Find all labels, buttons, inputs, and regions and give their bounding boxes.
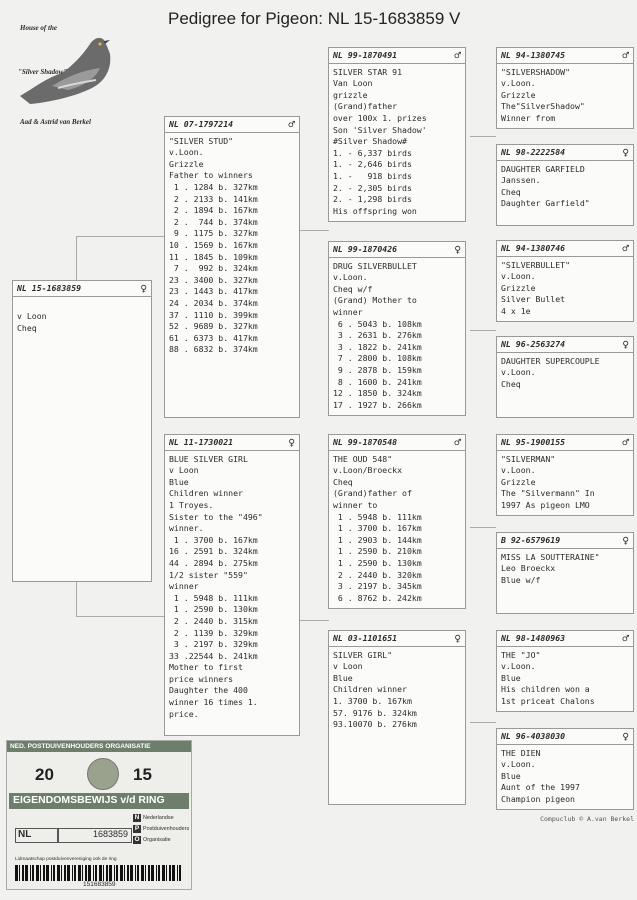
card-line: v.Loon. [169,147,204,158]
card-line: 17 . 1927 b. 266km [333,399,422,410]
card-line: 8 . 1600 b. 241km [333,376,422,387]
card-line: Winner from [501,112,556,123]
card-line: His children won a [501,684,590,695]
card-header [329,50,465,64]
card-line: 2 . 2133 b. 141km [169,193,258,204]
card-line: DAUGHTER SUPERCOUPLE [501,355,600,366]
connector [470,330,496,332]
ring-number: NL 98-2222584 [501,147,566,157]
card-line: 61 . 6373 b. 417km [169,332,258,343]
ring-number: NL 99-1870426 [333,244,398,254]
ring-number: NL 95-1900155 [501,437,566,447]
card-body [501,67,629,125]
card-line: 1 Troyes. [169,499,214,510]
connector [76,236,165,283]
card-line: v.Loon. [333,272,368,283]
sex-icon: ♀ [454,632,461,645]
card-line: 10 . 1569 b. 167km [169,239,258,250]
sex-icon: ♂ [622,49,629,62]
card-line: "SILVERSHADOW" [501,66,571,77]
pigeon-card-mother [164,434,300,736]
logo-line-3: Aad & Astrid van Berkel [20,118,91,126]
card-line: price winners [169,673,234,684]
barcode-icon [15,865,185,881]
card-line: 1997 As pigeon LMO [501,499,590,510]
card-line: v.Loon. [501,465,536,476]
footer-credit: Compuclub © A.van Berkel [540,815,634,823]
card-line: Van Loon [333,78,373,89]
sex-icon: ♀ [622,146,629,159]
card-line: winner. [169,523,204,534]
card-line: 23 . 3400 b. 327km [169,274,258,285]
card-body [169,454,295,721]
card-line: 1 . 5948 b. 111km [333,511,422,522]
card-line: 57. 9176 b. 324km [333,707,417,718]
card-line: Grizzle [501,89,536,100]
card-line: v.Loon. [501,271,536,282]
ring-number: NL 15-1683859 [17,283,82,293]
card-line: 93.10070 b. 276km [333,719,417,730]
sex-icon: ♀ [454,243,461,256]
card-line: 1/2 sister "559" [169,569,248,580]
card-line: price. [169,708,199,719]
card-line: Father to winners [169,170,253,181]
card-line: Grizzle [169,158,204,169]
card-header [497,339,633,353]
card-line: v Loon [17,311,47,322]
organisation-codes [133,813,189,846]
card-header [329,633,465,647]
ring-card-title: EIGENDOMSBEWIJS v/d RING [13,794,165,806]
code-text: Postduivenhouders [143,826,190,832]
pigeon-card-fmm [496,336,634,418]
ring-country: NL [15,828,59,843]
connector [299,230,329,232]
card-line: 1. - 2,646 birds [333,159,412,170]
card-line: 16 . 2591 b. 324km [169,546,258,557]
card-line: Blue [501,770,521,781]
code-row [133,813,189,824]
sex-icon: ♀ [622,534,629,547]
year-right: 15 [133,765,152,784]
card-line: 1 . 1284 b. 327km [169,181,258,192]
card-line: 1 . 2590 b. 130km [169,604,258,615]
ring-number-field: 1683859 [57,828,132,843]
card-line: Grizzle [501,476,536,487]
sex-icon: ♀ [622,338,629,351]
sex-icon: ♂ [288,118,295,131]
card-header [165,119,299,133]
sex-icon: ♂ [454,49,461,62]
loft-logo [12,20,132,132]
card-line: Cheq [17,322,37,333]
card-line: MISS LA SOUTTERAINE" [501,551,600,562]
card-body [501,454,629,512]
pigeon-card-subject [12,280,152,582]
card-line: v.Loon. [501,759,536,770]
pigeon-card-ffm [496,144,634,226]
card-header [329,437,465,451]
card-line: v Loon [169,465,199,476]
card-line: Blue [501,672,521,683]
card-line: 7 . 2800 b. 108km [333,353,422,364]
card-line: 33 .22544 b. 241km [169,650,258,661]
card-line: DAUGHTER GARFIELD [501,163,585,174]
sex-icon: ♂ [622,632,629,645]
card-line: winner [169,581,199,592]
card-line: 12 . 1850 b. 324km [333,388,422,399]
code-row [133,835,189,846]
pigeon-card-fm [328,241,466,416]
card-line: 2 . 2440 b. 320km [333,569,422,580]
card-line: Leo Broeckx [501,563,556,574]
card-line: Blue w/f [501,574,541,585]
ring-number: NL 11-1730021 [169,437,234,447]
card-line: 11 . 1845 b. 109km [169,251,258,262]
card-line: Silver Bullet [501,294,566,305]
card-line: The"SilverShadow" [501,101,585,112]
card-line: #Silver Shadow# [333,136,407,147]
card-line: 1 . 3700 b. 167km [333,523,422,534]
page-title: Pedigree for Pigeon: NL 15-1683859 V [168,9,461,28]
card-line: SILVER GIRL" [333,649,393,660]
card-line: 4 x 1e [501,305,531,316]
ring-number: NL 99-1870491 [333,50,398,60]
connector [76,580,165,617]
pigeon-card-ff [328,47,466,222]
pigeon-card-mf [328,434,466,609]
connector [299,620,329,622]
ring-number: NL 96-2563274 [501,339,566,349]
card-header [13,283,151,297]
card-line: v.Loon. [501,367,536,378]
code-text: Nederlandse [143,815,174,821]
card-line: 24 . 2034 b. 374km [169,297,258,308]
card-line: Children winner [333,684,407,695]
code-letter: N [134,814,140,821]
card-line: Cheq [501,378,521,389]
connector [470,527,496,529]
ring-number: NL 96-4038030 [501,731,566,741]
connector [470,136,496,138]
crest-icon [87,758,119,790]
card-line: Sister to the "496" [169,511,263,522]
card-line: v.Loon. [501,661,536,672]
card-line: DRUG SILVERBULLET [333,260,417,271]
ring-number: NL 94-1380745 [501,50,566,60]
card-body [501,356,629,391]
ring-number: B 92-6579619 [501,535,561,545]
card-line: Son 'Silver Shadow' [333,124,427,135]
card-body [169,136,295,356]
card-header [497,731,633,745]
sex-icon: ♂ [454,436,461,449]
pigeon-card-fff [496,47,634,129]
card-line: 7 . 992 b. 324km [169,263,258,274]
card-line: Children winner [169,488,243,499]
card-body [501,552,629,587]
card-line: "SILVERMAN" [501,453,556,464]
sex-icon: ♂ [622,242,629,255]
sex-icon: ♂ [622,436,629,449]
card-line: winner [333,306,363,317]
year-left: 20 [35,765,54,784]
code-row [133,824,189,835]
ring-number: NL 94-1380746 [501,243,566,253]
card-line: grizzle [333,89,368,100]
card-body [501,164,629,210]
logo-line-2: "Silver Shadow" [18,68,68,76]
card-line: "SILVER STUD" [169,135,234,146]
card-line: (Grand)father [333,101,398,112]
card-line: Grizzle [501,282,536,293]
card-line: 9 . 2878 b. 159km [333,364,422,375]
fine-print: Lidmaatschap postduivenvereniging ook de ring [15,857,117,862]
card-line: v Loon [333,661,363,672]
card-line: 1st priceat Chalons [501,695,595,706]
card-line: Janssen. [501,175,541,186]
card-header [165,437,299,451]
card-line: Cheq [501,186,521,197]
card-line: His offspring won [333,205,417,216]
card-line: 1. - 918 birds [333,170,412,181]
card-line: 2 . 2440 b. 315km [169,615,258,626]
card-line: THE DIEN [501,747,541,758]
card-body [501,748,629,806]
card-body [333,261,461,412]
pigeon-card-mm [328,630,466,805]
card-line: 52 . 9689 b. 327km [169,321,258,332]
card-line: 1 . 2590 b. 130km [333,557,422,568]
card-line: v.Loon. [501,78,536,89]
card-line: 9 . 1175 b. 327km [169,228,258,239]
card-line: 2 . 1894 b. 167km [169,205,258,216]
ring-number: NL 07-1797214 [169,119,234,129]
organisation-name: NED. POSTDUIVENHOUDERS ORGANISATIE [7,741,191,752]
card-line: Daughter the 400 [169,685,248,696]
card-line: (Grand) Mother to [333,295,417,306]
card-line: BLUE SILVER GIRL [169,453,248,464]
card-body [17,300,147,335]
card-line: 1 . 2903 b. 144km [333,534,422,545]
card-line: over 100x 1. prizes [333,112,427,123]
card-line: 1 . 5948 b. 111km [169,592,258,603]
card-line [17,300,147,312]
card-header [329,244,465,258]
card-body [333,67,461,218]
pigeon-card-fmf [496,240,634,322]
ring-number: NL 99-1870548 [333,437,398,447]
logo-line-1: House of the [20,24,57,32]
card-line: Daughter Garfield" [501,198,590,209]
card-line: "SILVERBULLET" [501,259,571,270]
card-line: 3 . 2631 b. 276km [333,330,422,341]
ring-ownership-card [6,740,192,890]
card-header [497,535,633,549]
card-line: Blue [333,672,353,683]
pigeon-card-mmf [496,630,634,712]
card-line: (Grand)father of [333,488,412,499]
connector [470,722,496,724]
ring-number: NL 03-1101651 [333,633,398,643]
card-line: 1 . 2590 b. 210km [333,546,422,557]
card-line: 88 . 6832 b. 374km [169,344,258,355]
card-line: 1. 3700 b. 167km [333,695,412,706]
card-line: Champion pigeon [501,793,575,804]
card-line: winner to [333,499,378,510]
card-line: 37 . 1110 b. 399km [169,309,258,320]
card-line: Aunt of the 1997 [501,782,580,793]
card-line: 1. - 6,337 birds [333,147,412,158]
sex-icon: ♀ [622,730,629,743]
barcode-number: 151683859 [83,881,116,888]
card-line: The "Silvermann" In [501,488,595,499]
card-line: Cheq w/f [333,283,373,294]
card-header [497,50,633,64]
card-line: Blue [169,476,189,487]
ring-number: NL 98-1480963 [501,633,566,643]
card-body [501,260,629,318]
card-line: Cheq [333,476,353,487]
card-body [333,454,461,605]
sex-icon: ♀ [140,282,147,295]
card-line: 3 . 2197 b. 345km [333,581,422,592]
card-line: 44 . 2894 b. 275km [169,557,258,568]
pigeon-card-mff [496,434,634,516]
pigeon-card-mfm [496,532,634,614]
card-header [497,437,633,451]
sex-icon: ♀ [288,436,295,449]
card-line: v.Loon/Broeckx [333,465,403,476]
card-line: 6 . 8762 b. 242km [333,592,422,603]
code-letter: P [134,825,140,832]
code-text: Organisatie [143,837,171,843]
card-body [333,650,461,731]
card-line: 1 . 3700 b. 167km [169,534,258,545]
card-body [501,650,629,708]
card-header [497,633,633,647]
card-line: 2 . 744 b. 374km [169,216,258,227]
card-header [497,147,633,161]
card-header [497,243,633,257]
card-line: 6 . 5043 b. 108km [333,318,422,329]
pigeon-card-mmm [496,728,634,810]
card-line: 23 . 1443 b. 417km [169,286,258,297]
card-line: winner 16 times 1. [169,697,258,708]
card-line: 3 . 1822 b. 241km [333,341,422,352]
card-line: THE "JO" [501,649,541,660]
pigeon-card-father [164,116,300,418]
card-line: Mother to first [169,662,243,673]
card-line: SILVER STAR 91 [333,66,403,77]
card-line: 2. - 2,305 birds [333,182,412,193]
code-letter: O [134,836,140,843]
card-line: THE OUD 548" [333,453,393,464]
card-line: 3 . 2197 b. 329km [169,639,258,650]
card-line: 2 . 1139 b. 329km [169,627,258,638]
card-line: 2. - 1,298 birds [333,194,412,205]
